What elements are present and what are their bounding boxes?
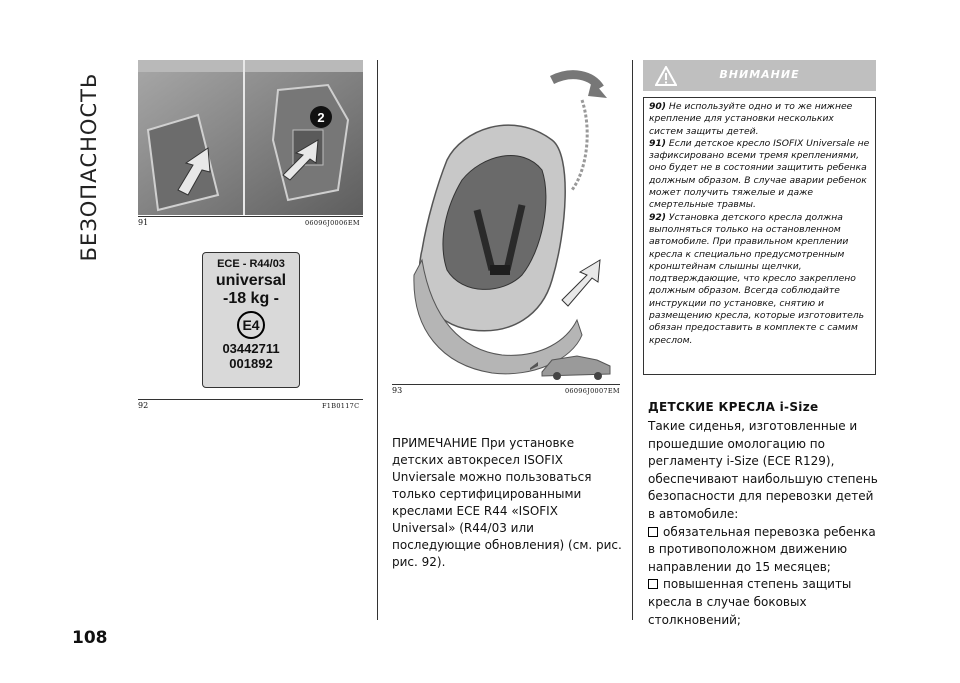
figure-91-rule: [138, 216, 363, 217]
warning-title: ВНИМАНИЕ: [719, 68, 800, 81]
ece-approval-label: [202, 252, 300, 388]
figure-92-rule: [138, 399, 363, 400]
warning-body: [643, 97, 876, 375]
figure-93-image: [392, 60, 620, 383]
figure-91-number: 91: [138, 218, 149, 227]
isize-section-body: [648, 418, 880, 629]
figure-93-rule: [392, 384, 620, 385]
warning-item-91: [649, 138, 870, 212]
page-number: 108: [72, 628, 108, 648]
isize-section-title: ДЕТСКИЕ КРЕСЛА i-Size: [648, 400, 819, 414]
section-title-text: БЕЗОПАСНОСТЬ: [77, 72, 101, 262]
warning-item-92: [649, 212, 870, 347]
isize-intro: Такие сиденья, изготовленные и прошедшие омологацию по регламенту i-Size (ECE R129), обеспечивают наибольшую степень безопасности для перевозки детей в автомобиле:: [648, 419, 878, 521]
child-seat-illustration: [392, 60, 620, 383]
figure-92-code: F1B0117C: [322, 402, 360, 410]
isize-bullet-1-text: обязательная перевозка ребенка в противоположном движению направлении до 15 месяцев;: [648, 524, 876, 574]
isize-bullet-1: [648, 524, 880, 577]
column-divider-1: [377, 60, 378, 620]
warning-item-90: [649, 101, 870, 138]
ece-approval-number: 03442711: [222, 341, 280, 356]
warning-item-91-number: 91): [649, 137, 666, 149]
figure-91-image: [138, 60, 363, 215]
ece-weight-class: -18 kg -: [222, 290, 279, 307]
figure-91-illustration: [138, 60, 363, 215]
checkbox-bullet-icon: [648, 579, 658, 589]
warning-item-90-text: Не используйте одно и то же нижнее крепление для установки нескольких систем защиты детей.: [649, 101, 853, 137]
warning-item-91-text: Если детское кресло ISOFIX Universale не зафиксировано всеми тремя креплениями, оно будет не в состоянии защитить ребенка должным образом. В случае аварии ребенок может получить тяжелые и даже смертельные травмы.: [649, 137, 870, 211]
figure-91-code: 06096J0006EM: [305, 219, 360, 227]
warning-item-92-number: 92): [649, 211, 666, 223]
ece-category: universal: [215, 272, 287, 289]
warning-item-92-text: Установка детского кресла должна выполняться только на остановленном автомобиле. При правильном креплении кресла к специально предусмотренным кронштейнам слышны щелчки, подтверждающие, что кресло закреплено должным образом. Всегда соблюдайте инструкции по установке, снятию и размещению кресла, которые изготовитель обязан предоставить в комплекте с самим креслом.: [649, 211, 865, 346]
column-divider-2: [632, 60, 633, 620]
figure-92-number: 92: [138, 401, 149, 410]
checkbox-bullet-icon: [648, 527, 658, 537]
ece-regulation: ECE - R44/03: [217, 258, 285, 270]
isize-bullet-2: [648, 576, 880, 629]
figure-93-number: 93: [392, 386, 403, 395]
figure-93-code: 06096J0007EM: [565, 387, 620, 395]
ece-serial-number: 001892: [229, 356, 273, 371]
warning-header: [643, 60, 876, 91]
ece-approval-mark: E4: [237, 311, 265, 339]
isofix-note: ПРИМЕЧАНИЕ При установке детских автокресел ISOFIX Unviersale можно пользоваться только сертифицированными креслами ECE R44 «ISOFIX Universal» (R44/03 или последующие обновления) (см. рис. рис. 92).: [392, 436, 622, 569]
figure-91-callout: 2: [317, 110, 325, 125]
warning-item-90-number: 90): [649, 101, 666, 112]
isize-bullet-2-text: повышенная степень защиты кресла в случае боковых столкновений;: [648, 577, 852, 627]
section-title: [74, 60, 104, 280]
